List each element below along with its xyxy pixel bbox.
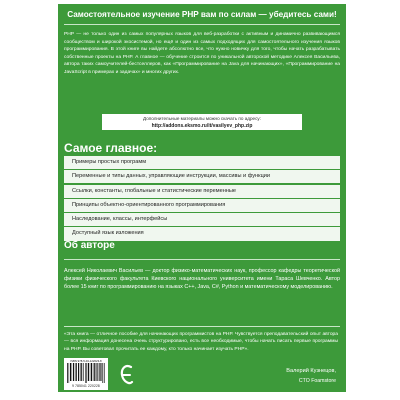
barcode	[64, 358, 108, 390]
testimonial-divider	[64, 326, 340, 327]
reviewer-role: CTO Foamstore	[298, 378, 336, 384]
feature-item: Принципы объектно-ориентированного программирования	[64, 199, 340, 212]
testimonial-quote: «Эта книга — отличное пособие для начинающих программистов на PHP. Чувствуется преподавательский опыт автора — вся информация донесена очень структурировано, есть все необходимые, чтобы начать писать первые программы на PHP. Вы советовал прочитать ее каждому, кто только начинает изучать PHP».	[64, 332, 338, 352]
feature-item: Наследование, классы, интерфейсы	[64, 213, 340, 226]
feature-item: Примеры простых программ	[64, 156, 340, 169]
author-bio: Алексей Николаевич Васильев — доктор физико-математических наук, профессор кафедры теоретической физики физического факультета Киевского национального университета имени Тараса Шевченко. Автор более 15 книг по программированию на языках C++, Java, C#, Python и математическому моделированию.	[64, 268, 340, 290]
download-label: Дополнительные материалы можно скачать по адресу:	[143, 116, 261, 121]
feature-item: Переменные и типы данных, управляющие инструкции, массивы и функции	[64, 170, 340, 183]
download-url: http://addons.eksmo.ru/it/vasilyev_php.zip	[151, 122, 253, 129]
feature-item: Доступный язык изложения	[64, 227, 340, 240]
eksmo-logo-icon	[120, 364, 134, 386]
feature-item: Ссылки, константы, глобальные и статистические переменные	[64, 185, 340, 198]
isbn-label: ISBN 978-5-04-122023-8	[70, 359, 102, 363]
cover-headline: Самостоятельное изучение PHP вам по силам — убедитесь сами!	[67, 10, 337, 19]
main-points-title: Самое главное:	[64, 141, 158, 155]
barcode-digits: 9 785041 220228	[72, 384, 100, 388]
headline-divider	[64, 24, 340, 25]
author-section-title: Об авторе	[64, 240, 115, 251]
feature-list	[64, 156, 340, 242]
barcode-bars	[67, 363, 105, 383]
intro-paragraph: PHP — не только один из самых популярных языков для веб-разработки с активным и динамично развивающимся сообществом и широкой экосистемой, но ещё и один из самых подходящих для самостоятельного изучения языков программирования. В этой книге вы найдете абсолютно все, что нужно новичку для того, чтобы начать разрабатывать собственные проекты на PHP. А главное — обучение строится по уникальной авторской методике Алексея Васильева, автора таких самоучителей-бестселлеров, как «Программирование на Java для начинающих», «Программирование на JavaScript в примерах и задачах» и многих других.	[64, 32, 340, 75]
download-box	[102, 114, 302, 130]
author-divider	[64, 259, 340, 260]
reviewer-name: Валерий Кузнецов,	[286, 368, 336, 374]
back-cover	[58, 4, 346, 392]
